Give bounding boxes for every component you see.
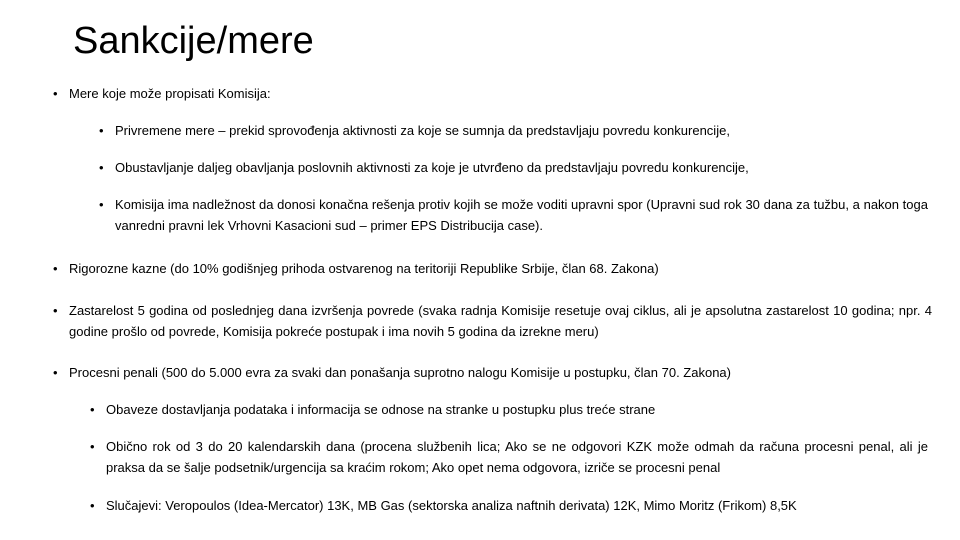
- subbullet-suspension: [99, 157, 928, 178]
- bullet-dot: •: [99, 160, 104, 175]
- bullet-text: Obaveze dostavljanja podataka i informacija se odnose na stranke u postupku plus treće strane: [106, 402, 656, 417]
- bullet-procedural-penalties: [53, 362, 932, 383]
- bullet-text: Rigorozne kazne (do 10% godišnjeg prihoda ostvarenog na teritoriji Republike Srbije, član 68. Zakona): [69, 261, 659, 276]
- bullet-dot: •: [53, 261, 58, 276]
- bullet-text: Komisija ima nadležnost da donosi konačna rešenja protiv kojih se može voditi upravni spor (Upravni sud rok 30 dana za tužbu, a nakon toga vanredni pravni lek Vrhovni Kasacioni sud – primer EPS Distribucija case).: [115, 197, 928, 233]
- bullet-statute-of-limitations: [53, 300, 932, 342]
- bullet-text: Obično rok od 3 do 20 kalendarskih dana (procena službenih lica; Ako se ne odgovori KZK može odmah da računa procesni penal, ali je praksa da se šalje podsetnik/urgencija sa kraćim rokom; Ako opet nema odgovora, izriče se procesni penal: [106, 439, 928, 475]
- subbullet-final-decisions: [99, 194, 928, 236]
- bullet-text: Obustavljanje daljeg obavljanja poslovnih aktivnosti za koje je utvrđeno da predstavljaju povredu konkurencije,: [115, 160, 749, 175]
- bullet-text: Procesni penali (500 do 5.000 evra za svaki dan ponašanja suprotno nalogu Komisije u postupku, član 70. Zakona): [69, 365, 731, 380]
- bullet-dot: •: [90, 402, 95, 417]
- bullet-dot: •: [53, 365, 58, 380]
- subbullet-interim-measures: [99, 120, 928, 141]
- bullet-dot: •: [90, 498, 95, 513]
- subbullet-deadline: [90, 436, 928, 478]
- bullet-penalties: [53, 258, 932, 279]
- slide-title: Sankcije/mere: [73, 20, 314, 62]
- subbullet-data-obligations: [90, 399, 928, 420]
- subbullet-cases: [90, 495, 928, 516]
- bullet-dot: •: [99, 197, 104, 212]
- bullet-dot: •: [99, 123, 104, 138]
- bullet-dot: •: [53, 303, 58, 318]
- bullet-measures: [53, 83, 932, 104]
- bullet-text: Mere koje može propisati Komisija:: [69, 86, 271, 101]
- bullet-text: Privremene mere – prekid sprovođenja aktivnosti za koje se sumnja da predstavljaju povredu konkurencije,: [115, 123, 730, 138]
- bullet-text: Slučajevi: Veropoulos (Idea-Mercator) 13K, MB Gas (sektorska analiza naftnih derivata) 12K, Mimo Moritz (Frikom) 8,5K: [106, 498, 797, 513]
- bullet-dot: •: [90, 439, 95, 454]
- bullet-dot: •: [53, 86, 58, 101]
- bullet-text: Zastarelost 5 godina od poslednjeg dana izvršenja povrede (svaka radnja Komisije resetuje ovaj ciklus, ali je apsolutna zastarelost 10 godina; npr. 4 godine prošlo od povrede, Komisija pokreće postupak i ima novih 5 godina da izrekne meru): [69, 303, 932, 339]
